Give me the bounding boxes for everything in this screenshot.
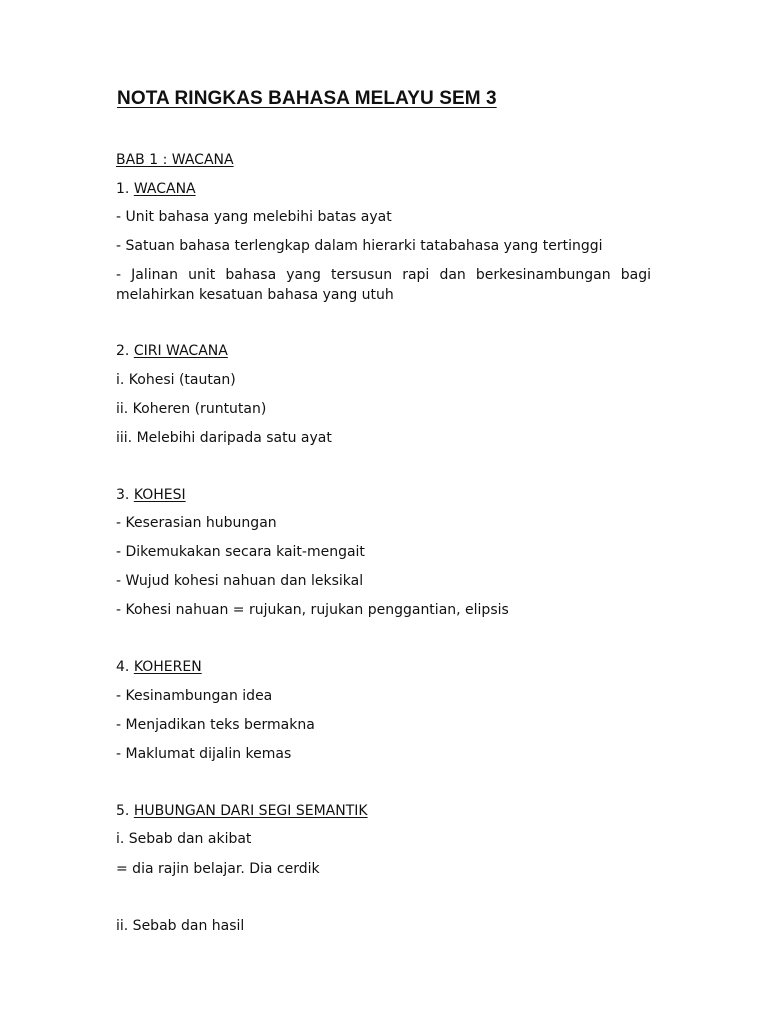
chapter-heading: BAB 1 : WACANA	[116, 152, 234, 168]
section-heading-4	[116, 658, 202, 676]
list-item: - Unit bahasa yang melebihi batas ayat	[116, 209, 392, 225]
list-item: - Keserasian hubungan	[116, 515, 277, 531]
list-item: - Menjadikan teks bermakna	[116, 717, 315, 733]
list-item: = dia rajin belajar. Dia cerdik	[116, 861, 320, 877]
section-title: CIRI WACANA	[133, 343, 228, 359]
list-item: - Maklumat dijalin kemas	[116, 746, 292, 762]
section-number: 1.	[116, 181, 130, 197]
section-heading-5	[116, 802, 368, 820]
list-item: i. Kohesi (tautan)	[116, 372, 236, 388]
section-title: HUBUNGAN DARI SEGI SEMANTIK	[133, 803, 368, 819]
list-item: ii. Sebab dan hasil	[116, 918, 245, 934]
list-item: - Wujud kohesi nahuan dan leksikal	[116, 573, 364, 589]
justified-paragraph	[116, 265, 651, 305]
section-title: WACANA	[133, 181, 196, 197]
section-heading-3	[116, 486, 186, 504]
section-number: 2.	[116, 343, 130, 359]
list-item: i. Sebab dan akibat	[116, 831, 252, 847]
section-title: KOHEREN	[133, 659, 202, 675]
section-number: 3.	[116, 487, 130, 503]
paragraph-line: - Jalinan unit bahasa yang tersusun rapi dan berkesinambungan bagi	[116, 267, 651, 283]
section-number: 4.	[116, 659, 130, 675]
section-title: KOHESI	[133, 487, 186, 503]
section-number: 5.	[116, 803, 130, 819]
paragraph-line: melahirkan kesatuan bahasa yang utuh	[116, 287, 394, 303]
list-item: iii. Melebihi daripada satu ayat	[116, 430, 332, 446]
list-item: ii. Koheren (runtutan)	[116, 401, 267, 417]
section-heading-2	[116, 342, 228, 360]
section-heading-1	[116, 180, 196, 198]
list-item: - Satuan bahasa terlengkap dalam hierarki tatabahasa yang tertinggi	[116, 238, 603, 254]
document-title: NOTA RINGKAS BAHASA MELAYU SEM 3	[117, 88, 497, 109]
list-item: - Kohesi nahuan = rujukan, rujukan penggantian, elipsis	[116, 602, 509, 618]
list-item: - Kesinambungan idea	[116, 688, 273, 704]
list-item: - Dikemukakan secara kait-mengait	[116, 544, 365, 560]
